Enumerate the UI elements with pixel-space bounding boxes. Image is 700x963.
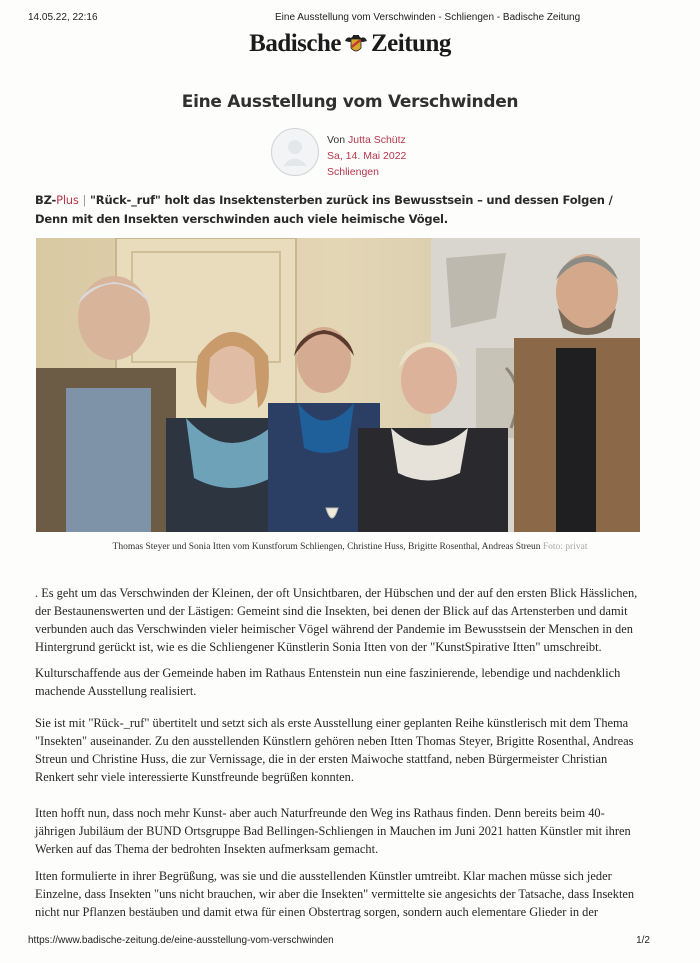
photo-caption xyxy=(0,542,700,552)
page-number: 1/2 xyxy=(636,935,650,946)
coat-of-arms-icon xyxy=(343,33,369,55)
paragraph-5: Itten formulierte in ihrer Begrüßung, was sie und die ausstellenden Künstler umtreibt. Klar machen müsse sich jeder Einzelne, dass Insekten "uns nicht brauchen, wir aber die Insekten" vermittelte sie angesichts der Tatsache, dass Insekten nicht nur Pflanzen bestäuben und damit etwa für einen Obstertrag sorgen, sondern auch elementare Glieder in der xyxy=(35,869,635,919)
paragraph-1: . Es geht um das Verschwinden der Kleinen, der oft Unsichtbaren, der Hübschen und der auf den ersten Blick Hässlichen, der Bestaunenswerten und der Lästigen: Gemeint sind die Insekten, bei denen der Blick auf das Artensterben und damit verbunden auch das Verschwinden vieler heimischer Vögel während der Pandemie im Bewusstsein der Menschen in den Hintergrund gerückt ist, wie es die Schliengener Künstlerin Sonia Itten von der "KunstSpirative Itten" umschreibt. xyxy=(35,586,638,654)
article-headline: Eine Ausstellung vom Verschwinden xyxy=(181,92,519,112)
masthead xyxy=(0,30,700,58)
print-header xyxy=(28,12,672,26)
article-photo xyxy=(36,238,640,532)
person-icon xyxy=(272,129,318,175)
logo-word-right: Zeitung xyxy=(371,30,451,57)
print-footer xyxy=(28,935,650,946)
paragraph-3: Sie ist mit "Rück-_ruf" übertitelt und setzt sich als erste Ausstellung einer geplanten Reihe künstlerisch mit dem Thema "Insekten" auseinander. Zu den ausstellenden Künstlern gehören neben Itten Thomas Steyer, Brigitte Rosenthal, Andreas Streun und Christine Huss, die zur Vernissage, die in der ersten Maiwoche stattfand, neben Bürgermeister Christian Renkert sehr viele interessierte Kunstfreunde begrüßen konnten. xyxy=(35,716,634,784)
bz-brand: BZ- xyxy=(35,193,57,207)
caption-text: Thomas Steyer und Sonia Itten vom Kunstforum Schliengen, Christine Huss, Brigitte Rosenthal, Andreas Streun xyxy=(112,542,541,552)
footer-url: https://www.badische-zeitung.de/eine-ausstellung-vom-verschwinden xyxy=(28,935,334,946)
author-name-link[interactable]: Jutta Schütz xyxy=(348,134,406,146)
print-page-title: Eine Ausstellung vom Verschwinden - Schliengen - Badische Zeitung xyxy=(275,12,581,23)
photo-credit: Foto: privat xyxy=(542,542,588,552)
author-prefix: Von xyxy=(327,134,346,146)
newspaper-logo[interactable] xyxy=(249,30,451,58)
location-link[interactable]: Schliengen xyxy=(327,166,379,178)
logo-word-left: Badische xyxy=(249,30,341,57)
bz-plus-label: Plus xyxy=(56,193,79,207)
teaser-separator: | xyxy=(82,193,87,207)
print-timestamp: 14.05.22, 22:16 xyxy=(28,12,98,23)
group-photo-image xyxy=(36,238,640,532)
article-teaser xyxy=(35,191,641,229)
paragraph-2: Kulturschaffende aus der Gemeinde haben im Rathaus Entenstein nun eine faszinierende, lebendige und nachdenklich machende Ausstellung realisiert. xyxy=(35,666,621,698)
paragraph-4: Itten hofft nun, dass noch mehr Kunst- aber auch Naturfreunde den Weg ins Rathaus finden. Denn bereits beim 40-jährigen Jubiläum der BUND Ortsgruppe Bad Bellingen-Schliengen in Mauchen im Juni 2021 hatten Künstler mit ihren Werken auf das Thema der bedrohten Insekten aufmerksam gemacht. xyxy=(35,806,631,856)
publish-date: Sa, 14. Mai 2022 xyxy=(327,150,407,162)
teaser-text: "Rück-_ruf" holt das Insektensterben zurück ins Bewusstsein – und dessen Folgen / Denn mit den Insekten verschwinden auch viele heimische Vögel. xyxy=(35,193,613,226)
author-avatar xyxy=(271,128,319,176)
